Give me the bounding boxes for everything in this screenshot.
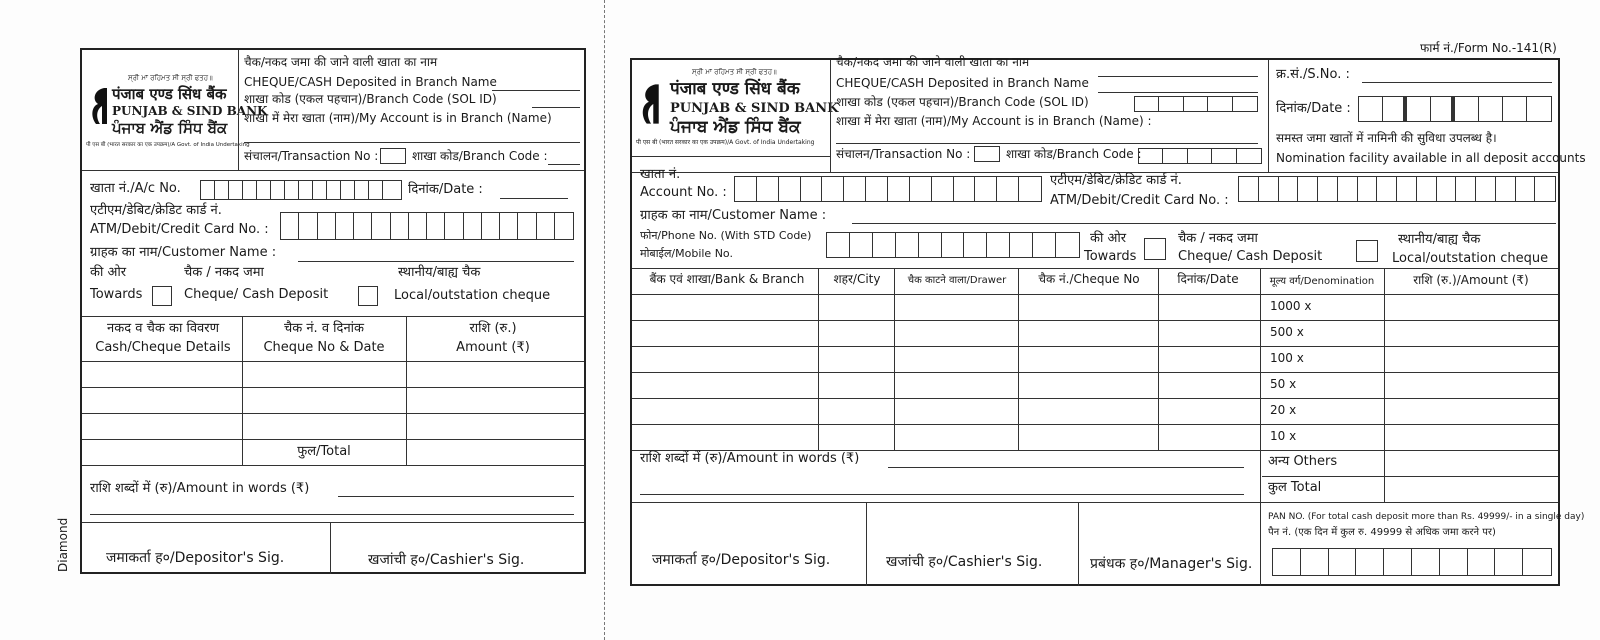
denomination-others: अन्य Others (1268, 454, 1338, 469)
slip-nomination-label: Nomination facility available in all deposit accounts (1276, 151, 1586, 165)
total-label: फुल/Total (297, 444, 351, 459)
slip-logo (632, 60, 839, 156)
slip-account-no-boxes[interactable] (734, 176, 1042, 202)
col-drawer: चैक काटने वाला/Drawer (907, 275, 1007, 286)
cheque-cash-label: Cheque/ Cash Deposit (184, 287, 329, 302)
slip-date-label: दिनांक/Date : (1276, 101, 1351, 116)
slip-transaction-no-label: संचालन/Transaction No : (836, 147, 971, 161)
towards-label-hi: की ओर (90, 265, 127, 280)
my-account-branch-field[interactable] (244, 142, 580, 143)
local-outstation-checkbox[interactable] (358, 286, 378, 306)
col-amount-hi: राशि (रु.) (469, 321, 517, 336)
transaction-no-box[interactable] (380, 148, 406, 164)
atm-card-label: ATM/Debit/Credit Card No. : (90, 222, 269, 237)
col-bank-branch: बैंक एवं शाखा/Bank & Branch (649, 272, 805, 286)
slip-account-name-field[interactable] (1098, 76, 1258, 77)
account-no-label: खाता नं./A/c No. (90, 181, 181, 196)
col-denomination: मूल्य वर्ग/Denomination (1269, 276, 1375, 287)
slip-cheque-cash-label: Cheque/ Cash Deposit (1178, 249, 1323, 264)
local-outstation-label: Local/outstation cheque (394, 288, 551, 303)
amount-words-field-2[interactable] (90, 514, 574, 515)
atm-card-label-hi: एटीएम/डेबिट/क्रेडिट कार्ड नं. (90, 203, 222, 218)
slip-atm-card-label: ATM/Debit/Credit Card No. : (1050, 193, 1229, 208)
transaction-no-label: संचालन/Transaction No : (244, 149, 379, 163)
slip-cheque-cash-checkbox[interactable] (1144, 238, 1166, 260)
slip-bank-name-hindi: पंजाब एण्ड सिंध बैंक (670, 79, 800, 99)
slip-transaction-no-box[interactable] (974, 146, 1000, 162)
slip-bank-footnote: पी एस बी (भारत सरकार का एक उपक्रम)/A Govt. of India Undertaking (636, 139, 815, 146)
depositor-signature-label: जमाकर्ता ह०/Depositor's Sig. (106, 550, 285, 566)
form-number: फार्म नं./Form No.-141(R) (1420, 41, 1557, 55)
date-label: दिनांक/Date : (408, 182, 483, 197)
slip-serial-no-label: क्र.सं./S.No. : (1276, 67, 1350, 82)
slip-towards-label-hi: की ओर (1090, 231, 1127, 246)
denomination-total: कुल Total (1268, 480, 1322, 495)
slip-amount-words-label: राशि शब्दों में (रु)/Amount in words (₹) (640, 451, 860, 466)
slip-phone-boxes[interactable] (826, 232, 1080, 258)
denomination-100: 100 x (1270, 351, 1304, 365)
cheque-cash-checkbox[interactable] (152, 286, 172, 306)
col-amount-right: राशि (रु.)/Amount (₹) (1413, 273, 1529, 287)
customer-name-field[interactable] (298, 261, 574, 262)
slip-bank-name-punjabi: ਪੰਜਾਬ ਐਂਡ ਸਿੰਧ ਬੈਂਕ (670, 117, 801, 137)
counterfoil-logo (82, 50, 268, 170)
slip-local-outstation-label: Local/outstation cheque (1392, 251, 1549, 266)
slip-customer-name-field[interactable] (852, 223, 1556, 224)
amount-words-label: राशि शब्दों में (रु)/Amount in words (₹) (90, 481, 310, 496)
slip-amount-words-field[interactable] (888, 467, 1244, 468)
perforation-line (604, 0, 605, 640)
branch-name-label-hi: चैक/नकद जमा की जाने वाली खाता का नाम (244, 55, 438, 69)
col-cash-cheque-details: Cash/Cheque Details (95, 340, 231, 355)
pan-boxes[interactable] (1272, 548, 1552, 576)
slip-account-no-label-hi: खाता नं. (640, 167, 681, 182)
bank-logo-icon (88, 86, 110, 126)
col-cheque-no-date-hi: चैक नं. व दिनांक (283, 321, 365, 336)
col-cash-cheque-details-hi: नकद व चैक का विवरण (107, 321, 219, 336)
slip-branch-code-short-boxes[interactable] (1138, 148, 1262, 164)
slip-phone-label: फोन/Phone No. (With STD Code) (640, 229, 812, 242)
bank-footnote: पी एस बी (भारत सरकार का एक उपक्रम)/A Govt. of India Undertaking (86, 142, 250, 148)
branch-name-label: CHEQUE/CASH Deposited in Branch Name (244, 75, 497, 89)
slip-atm-card-boxes[interactable] (1238, 176, 1556, 202)
towards-label: Towards (90, 287, 143, 302)
slip-atm-card-label-hi: एटीएम/डेबिट/क्रेडिट कार्ड नं. (1050, 173, 1182, 188)
slip-my-account-branch-label: शाखा में मेरा खाता (नाम)/My Account is in Branch (Name) : (836, 114, 1152, 128)
slip-bank-motto: ਸ੍ਰੀ ਮਾਂ ਰਹਿਮਤ ਸੀ ਸ੍ਰੀ ਫਤਹ॥ (692, 68, 777, 76)
slip-towards-label: Towards (1084, 249, 1137, 264)
slip-nomination-label-hi: समस्त जमा खातों में नामिनी की सुविधा उपलब्ध है। (1276, 131, 1497, 145)
slip-date-boxes[interactable] (1358, 96, 1552, 122)
bank-motto: ਸ੍ਰੀ ਮਾਂ ਰਹਿਮਤ ਸੀ ਸ੍ਰੀ ਫਤਹ॥ (128, 74, 213, 82)
customer-name-label: ग्राहक का नाम/Customer Name : (90, 245, 277, 260)
bank-name-english: PUNJAB & SIND BANK (112, 104, 268, 118)
account-no-boxes[interactable] (200, 180, 402, 200)
slip-bank-name-english: PUNJAB & SIND BANK (670, 101, 839, 116)
slip-my-account-branch-field[interactable] (836, 143, 1258, 144)
cashier-signature-label: खजांची ह०/Cashier's Sig. (368, 552, 525, 568)
slip-cashier-signature-label: खजांची ह०/Cashier's Sig. (886, 554, 1043, 570)
bank-name-hindi: पंजाब एण्ड सिंध बैंक (112, 85, 227, 103)
slip-customer-name-label: ग्राहक का नाम/Customer Name : (640, 208, 827, 223)
col-date: दिनांक/Date (1177, 272, 1239, 286)
slip-manager-signature-label: प्रबंधक ह०/Manager's Sig. (1090, 556, 1253, 572)
denomination-10: 10 x (1270, 429, 1297, 443)
slip-mobile-label: मोबाईल/Mobile No. (640, 247, 733, 260)
slip-branch-code-label: शाखा कोड (एकल पहचान)/Branch Code (SOL ID) (836, 95, 1089, 109)
cheque-cash-label-hi: चैक / नकद जमा (184, 265, 264, 280)
slip-branch-name-label-hi: चैक/नकद जमा की जाने वाली खाता का नाम (836, 55, 1030, 69)
bank-name-punjabi: ਪੰਜਾਬ ਐਂਡ ਸਿੰਧ ਬੈਂਕ (112, 119, 228, 137)
denomination-1000: 1000 x (1270, 299, 1312, 313)
pan-label-hi: पैन नं. (एक दिन में कुल रु. 49999 से अधिक जमा करने पर) (1268, 527, 1496, 538)
slip-branch-name-field[interactable] (1098, 92, 1258, 93)
branch-name-field[interactable] (492, 90, 580, 91)
denomination-20: 20 x (1270, 403, 1297, 417)
date-field[interactable] (500, 198, 568, 199)
pan-label: PAN NO. (For total cash deposit more than Rs. 49999/- in a single day) (1268, 512, 1585, 522)
denomination-50: 50 x (1270, 377, 1297, 391)
branch-code-short-label: शाखा कोड/Branch Code : (412, 149, 548, 163)
atm-card-boxes[interactable] (280, 212, 574, 240)
slip-cheque-cash-label-hi: चैक / नकद जमा (1178, 231, 1258, 246)
slip-amount-words-field-2[interactable] (640, 494, 1244, 495)
col-amount: Amount (₹) (456, 340, 530, 355)
side-label: Diamond (56, 517, 70, 572)
slip-branch-code-boxes[interactable] (1134, 96, 1258, 112)
col-cheque-no-date: Cheque No & Date (263, 340, 385, 355)
slip-bank-logo-icon (638, 82, 662, 126)
branch-code-field[interactable] (532, 107, 580, 108)
my-account-branch-label: शाखा में मेरा खाता (नाम)/My Account is in Branch (Name) (244, 111, 552, 125)
branch-code-label: शाखा कोड (एकल पहचान)/Branch Code (SOL ID) (244, 92, 497, 106)
col-cheque-no: चैक नं./Cheque No (1038, 272, 1140, 286)
branch-code-short-field[interactable] (548, 164, 580, 165)
slip-depositor-signature-label: जमाकर्ता ह०/Depositor's Sig. (652, 552, 831, 568)
local-outstation-label-hi: स्थानीय/बाह्य चैक (398, 265, 481, 280)
slip-branch-name-label: CHEQUE/CASH Deposited in Branch Name (836, 76, 1089, 90)
amount-words-field[interactable] (338, 496, 574, 497)
slip-branch-code-short-label: शाखा कोड/Branch Code : (1006, 147, 1142, 161)
denomination-500: 500 x (1270, 325, 1304, 339)
slip-local-outstation-checkbox[interactable] (1356, 240, 1378, 262)
slip-account-no-label: Account No. : (640, 185, 727, 200)
col-city: शहर/City (833, 272, 881, 286)
slip-serial-no-field[interactable] (1362, 82, 1552, 83)
slip-local-outstation-label-hi: स्थानीय/बाह्य चैक (1398, 232, 1481, 247)
